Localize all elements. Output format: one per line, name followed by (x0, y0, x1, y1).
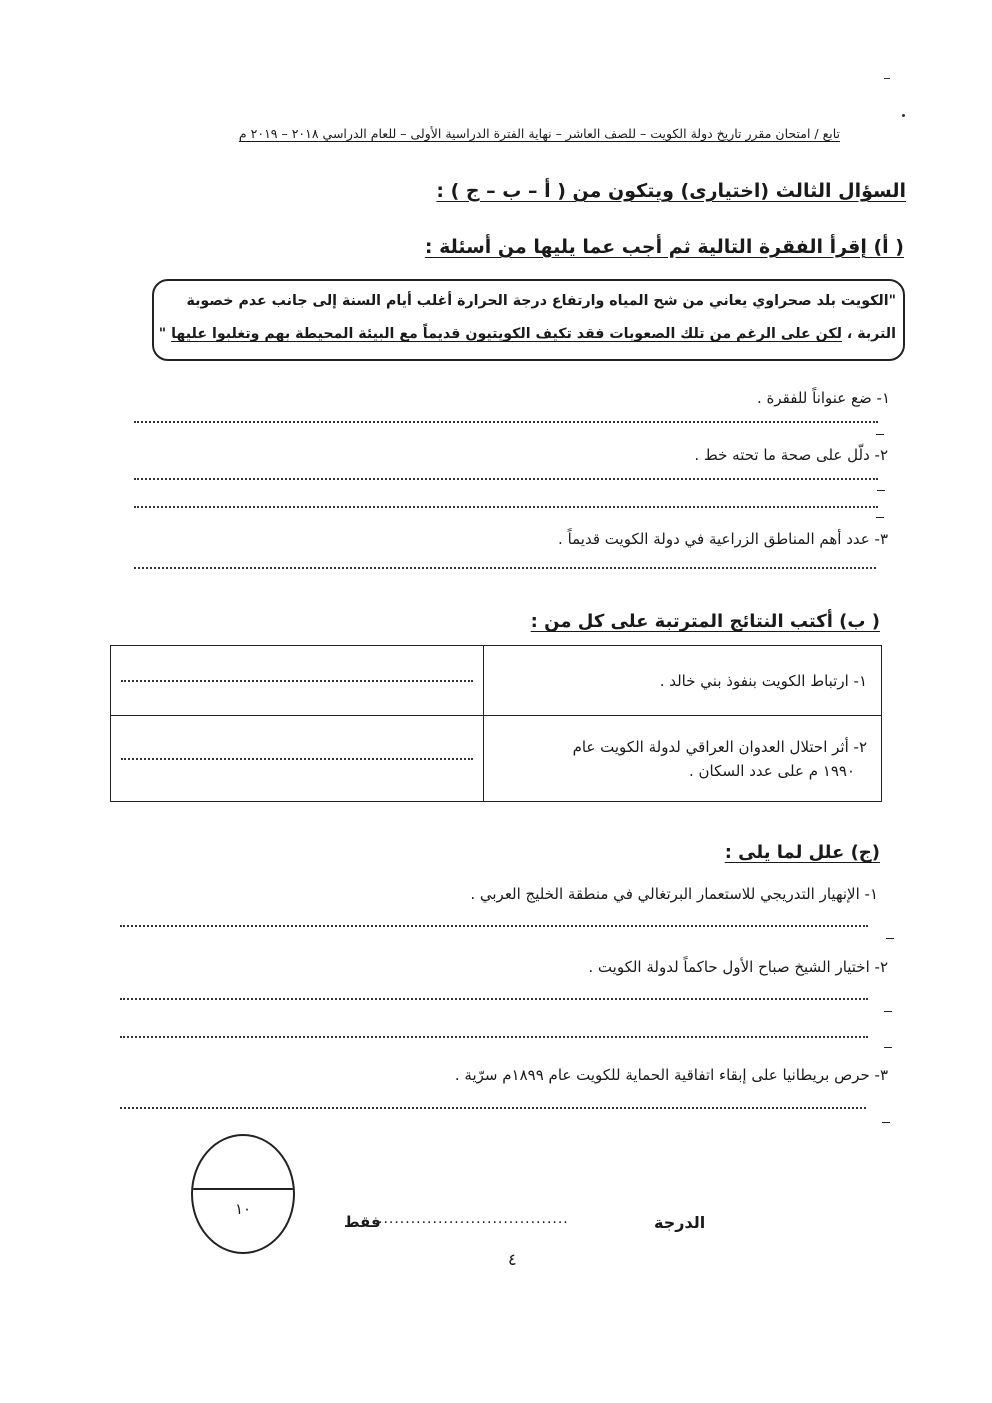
part-b-item-2-line-2: ١٩٩٠ م على عدد السكان . (688, 761, 855, 780)
grade-only: فقط (344, 1213, 381, 1231)
passage-line-2-start: التربة ، (846, 326, 896, 342)
page-number: ٤ (508, 1250, 517, 1269)
line-dash (886, 938, 894, 939)
results-table (110, 645, 882, 802)
part-b-title: ( ب) أكتب النتائج المترتبة على كل من : (530, 611, 880, 632)
grade-label: الدرجة (654, 1213, 706, 1232)
part-a-question-1: ١- ضع عنواناً للفقرة . (756, 389, 890, 407)
part-c-title: (ج) علل لما يلى : (724, 842, 880, 863)
passage-line-2-end: " (158, 326, 167, 342)
passage-underlined-text: لكن على الرغم من تلك الصعوبات فقد تكيف الكويتيون قديماً مع البيئة المحيطة بهم وتغلبوا عليها (171, 326, 842, 342)
grade-total: ١٠ (234, 1200, 252, 1218)
part-b-item-2-line-1: ٢- أثر احتلال العدوان العراقي لدولة الكويت عام (572, 737, 867, 756)
passage-box (152, 279, 905, 361)
answer-line[interactable] (120, 1107, 866, 1109)
answer-line[interactable] (134, 478, 878, 480)
answer-line[interactable] (120, 1036, 868, 1038)
line-dash (884, 1047, 892, 1048)
grade-divider (193, 1188, 293, 1190)
line-dash (876, 517, 884, 518)
answer-line[interactable] (134, 421, 878, 423)
answer-line[interactable] (120, 925, 868, 927)
question-title: السؤال الثالث (اختيارى) ويتكون من ( أ – ب – ج ) : (436, 180, 906, 202)
part-c-question-3: ٣- حرص بريطانيا على إبقاء اتفاقية الحماية للكويت عام ١٨٩٩م سرّية . (454, 1066, 888, 1084)
line-dash (882, 1122, 890, 1123)
answer-dots[interactable] (121, 758, 473, 760)
answer-line[interactable] (120, 998, 868, 1000)
part-a-question-2: ٢- دلّل على صحة ما تحته خط . (694, 446, 888, 464)
line-dash (877, 490, 885, 491)
grade-circle (191, 1134, 295, 1254)
stray-mark (884, 78, 890, 79)
table-cell-answer[interactable] (111, 716, 484, 802)
exam-header: تابع / امتحان مقرر تاريخ دولة الكويت – للصف العاشر – نهاية الفترة الدراسية الأولى – للعام الدراسي ٢٠١٨ – ٢٠١٩ م (238, 126, 840, 141)
line-dash (884, 1011, 892, 1012)
table-cell-answer[interactable] (111, 646, 484, 716)
part-a-title: ( أ) إقرأ الفقرة التالية ثم أجب عما يليها من أسئلة : (424, 236, 904, 258)
passage-line-2 (159, 326, 896, 342)
stray-dot (902, 114, 905, 117)
table-cell-prompt (484, 646, 882, 716)
part-c-question-1: ١- الإنهيار التدريجي للاستعمار البرتغالي في منطقة الخليج العربي . (470, 885, 878, 903)
grade-fill-dots[interactable]: ................................... (378, 1211, 569, 1227)
line-dash (876, 434, 884, 435)
table-cell-prompt (484, 716, 882, 802)
part-b-item-1: ١- ارتباط الكويت بنفوذ بني خالد . (659, 671, 867, 690)
answer-line[interactable] (134, 506, 878, 508)
part-c-question-2: ٢- اختيار الشيخ صباح الأول حاكماً لدولة الكويت . (588, 958, 888, 976)
answer-line[interactable] (134, 567, 876, 569)
passage-line-1: "الكويت بلد صحراوي يعاني من شح المياه وارتفاع درجة الحرارة أغلب أيام السنة إلى جانب عدم خصوبة (186, 293, 896, 309)
part-a-question-3: ٣- عدد أهم المناطق الزراعية في دولة الكويت قديماً . (558, 530, 888, 548)
answer-dots[interactable] (121, 680, 473, 682)
